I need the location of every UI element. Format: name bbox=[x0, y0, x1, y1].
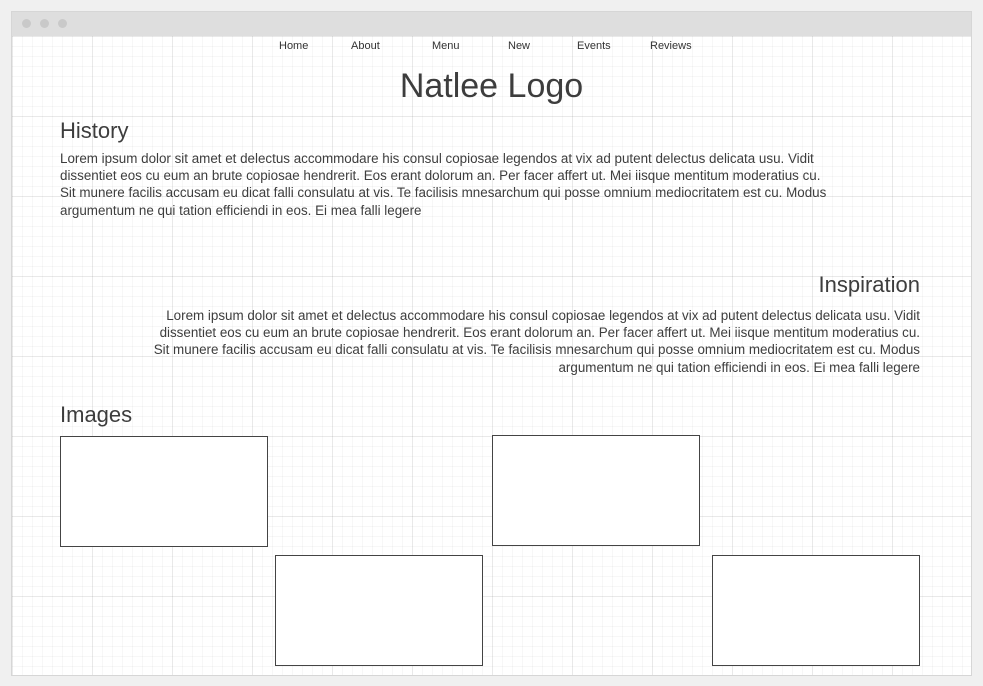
page-canvas bbox=[12, 36, 971, 676]
nav-events-link[interactable]: Events bbox=[577, 40, 611, 52]
image-placeholder-4[interactable] bbox=[712, 555, 920, 666]
history-paragraph: Lorem ipsum dolor sit amet et delectus accommodare his consul copiosae legendos at vix ad putent delectus delicata usu. Vidit dissentiet eos cu eum an brute copiosae hendrerit. Eos erant dolorum an. Per facer affert ut. Mei iisque mentitum moderatius cu. Sit munere facilis accusam eu dicat falli consulatu at vis. Te facilisis mnesarchum qui posse omnium mediocritatem est cu. Modus argumentum ne qui tation efficiendi in eos. Ei mea falli legere bbox=[60, 151, 827, 218]
window-maximize-dot-icon[interactable] bbox=[58, 19, 67, 28]
nav-menu-link[interactable]: Menu bbox=[432, 40, 460, 52]
image-placeholder-2[interactable] bbox=[492, 435, 700, 546]
image-placeholder-1[interactable] bbox=[60, 436, 268, 547]
window-close-dot-icon[interactable] bbox=[22, 19, 31, 28]
inspiration-paragraph: Lorem ipsum dolor sit amet et delectus accommodare his consul copiosae legendos at vix ad putent delectus delicata usu. Vidit dissentiet eos cu eum an brute copiosae hendrerit. Eos erant dolorum an. Per facer affert ut. Mei iisque mentitum moderatius cu. Sit munere facilis accusam eu dicat falli consulatu at vis. Te facilisis mnesarchum qui posse omnium mediocritatem est cu. Modus argumentum ne qui tation efficiendi in eos. Ei mea falli legere bbox=[153, 308, 920, 375]
nav-new-link[interactable]: New bbox=[508, 40, 531, 52]
nav-reviews-link[interactable]: Reviews bbox=[650, 40, 692, 52]
history-heading: History bbox=[60, 118, 129, 143]
window-minimize-dot-icon[interactable] bbox=[40, 19, 49, 28]
nav-about-link[interactable]: About bbox=[351, 40, 380, 52]
inspiration-heading: Inspiration bbox=[818, 272, 920, 297]
images-heading: Images bbox=[60, 402, 133, 427]
site-logo[interactable]: Natlee Logo bbox=[399, 67, 584, 105]
image-placeholder-3[interactable] bbox=[275, 555, 483, 666]
nav-home-link[interactable]: Home bbox=[279, 40, 309, 52]
browser-window bbox=[11, 11, 972, 676]
window-titlebar bbox=[12, 12, 971, 36]
